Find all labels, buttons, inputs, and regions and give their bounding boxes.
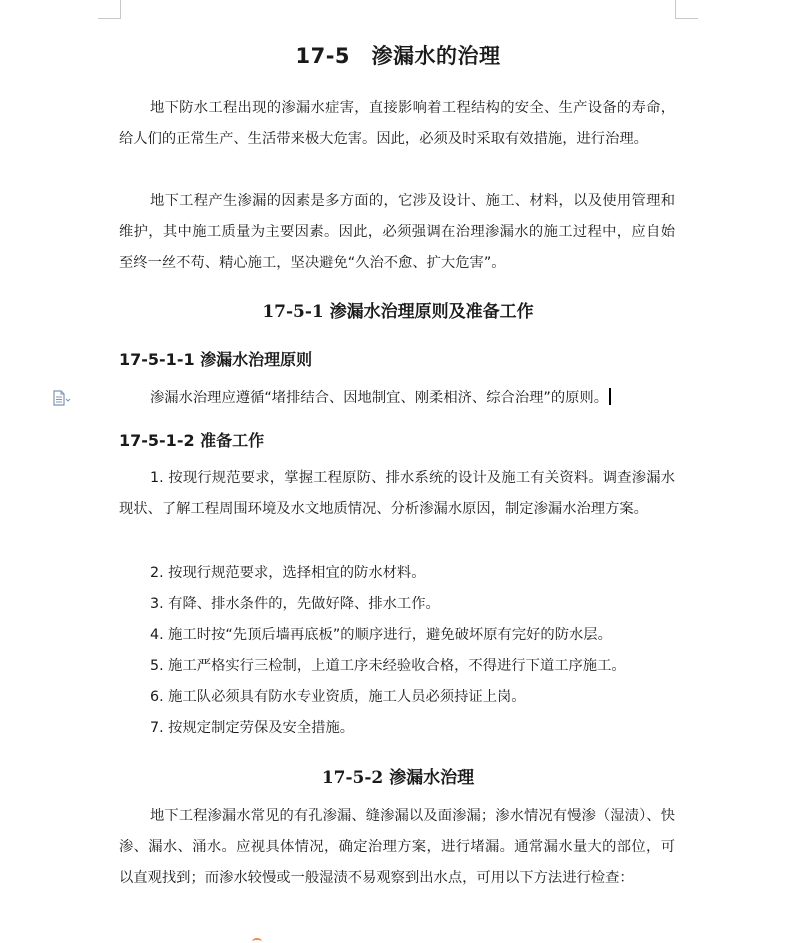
list-item-4: 4. 施工时按“先顶后墙再底板”的顺序进行，避免破坏原有完好的防水层。 [150,627,612,643]
list-item-3: 3. 有降、排水条件的，先做好降、排水工作。 [150,596,440,612]
list-item-2: 2. 按现行规范要求，选择相宜的防水材料。 [150,565,426,581]
section-heading-17-5-1: 17-5-1 渗漏水治理原则及准备工作 [262,302,534,322]
section-heading-17-5-2: 17-5-2 渗漏水治理 [321,768,475,788]
margin-corner-top-right [675,0,698,19]
list-item-6: 6. 施工队必须具有防水专业资质，施工人员必须持证上岗。 [150,689,526,705]
intro-paragraph-1: 地下防水工程出现的渗漏水症害，直接影响着工程结构的安全、生产设备的寿命，给人们的正常生产、生活带来极大危害。因此，必须及时采取有效措施，进行治理。 [119,100,675,147]
subsection-heading-17-5-1-1: 17-5-1-1 渗漏水治理原则 [119,350,313,369]
intro-paragraph-2: 地下工程产生渗漏的因素是多方面的，它涉及设计、施工、材料，以及使用管理和维护，其中施工质量为主要因素。因此，必须强调在治理渗漏水的施工过程中，应自始至终一丝不苟、精心施工，坚决避免“久治不愈、扩大危害”。 [119,193,675,271]
document-icon[interactable] [53,390,71,406]
bottom-mark-icon [252,938,262,943]
text-cursor [609,388,611,405]
page-title: 17-5 渗漏水的治理 [295,44,501,68]
principle-text: 渗漏水治理应遵循“堵排结合、因地制宜、刚柔相济、综合治理”的原则。 [150,390,609,406]
subsection-heading-17-5-1-2: 17-5-1-2 准备工作 [119,431,265,450]
list-item-1: 1. 按现行规范要求，掌握工程原防、排水系统的设计及施工有关资料。调查渗漏水现状、了解工程周围环境及水文地质情况、分析渗漏水原因，制定渗漏水治理方案。 [119,470,675,517]
principle-paragraph[interactable] [119,383,675,414]
section-2-paragraph: 地下工程渗漏水常见的有孔渗漏、缝渗漏以及面渗漏；渗水情况有慢渗（湿渍）、快渗、漏水、涌水。应视具体情况，确定治理方案，进行堵漏。通常漏水量大的部位，可以直观找到；而渗水较慢或一般湿渍不易观察到出水点，可用以下方法进行检查： [119,808,675,886]
list-item-5: 5. 施工严格实行三检制，上道工序未经验收合格，不得进行下道工序施工。 [150,658,626,674]
margin-corner-top-left [98,0,121,19]
list-item-7: 7. 按规定制定劳保及安全措施。 [150,720,355,736]
